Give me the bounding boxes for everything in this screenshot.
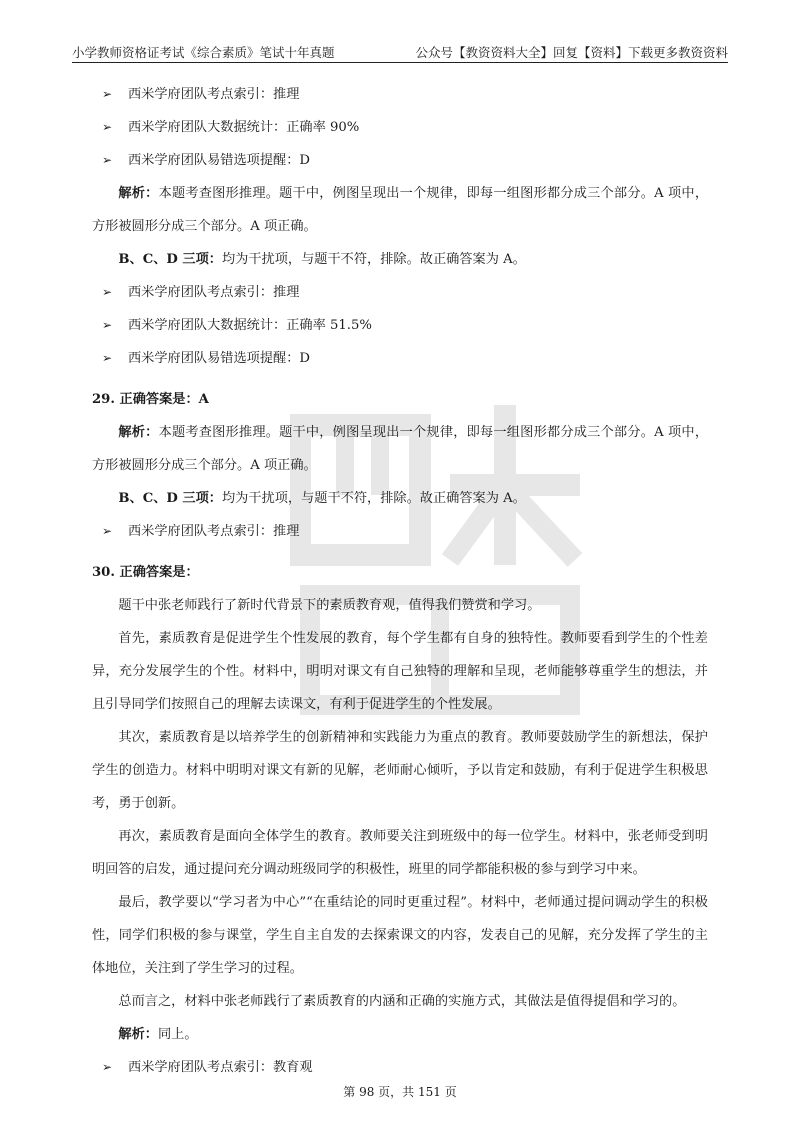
list-item [92,309,708,342]
bcd-text: 均为干扰项，与题干不符，排除。故正确答案为 A。 [222,252,526,267]
answer-paragraph: 首先，素质教育是促进学生个性发展的教育，每个学生都有自身的独特性。教师要看到学生的个性差异，充分发展学生的个性。材料中，明明对课文有自己独特的理解和呈现，老师能够尊重学生的想法，并且引导同学们按照自己的理解去读课文，有利于促进学生的个性发展。 [92,631,708,712]
arrow-bullet-icon: ➢ [102,87,113,101]
bullet-text: 西米学府团队易错选项提醒：D [128,351,311,366]
arrow-bullet-icon: ➢ [102,1060,113,1074]
bullet-text: 西米学府团队大数据统计：正确率 51.5% [128,318,372,333]
list-item [92,515,708,548]
bullet-text: 西米学府团队考点索引：教育观 [128,1060,313,1075]
list-item [92,144,708,177]
bullet-text: 西米学府团队大数据统计：正确率 90% [128,120,360,135]
analysis-paragraph [92,177,708,243]
bullet-text: 西米学府团队易错选项提醒：D [128,153,311,168]
arrow-bullet-icon: ➢ [102,351,113,365]
header-left-title: 小学教师资格证考试《综合素质》笔试十年真题 [72,45,335,60]
question-29-heading: 29. 正确答案是：A [92,392,209,407]
arrow-bullet-icon: ➢ [102,285,113,299]
bcd-paragraph [92,482,708,515]
arrow-bullet-icon: ➢ [102,524,113,538]
header-right-note: 公众号【教资资料大全】回复【资料】下载更多教资资料 [415,45,728,60]
bcd-text: 均为干扰项，与题干不符，排除。故正确答案为 A。 [222,491,526,506]
question-30-heading: 30. 正确答案是： [92,565,199,580]
analysis-text: 同上。 [157,1027,198,1042]
answer-paragraph: 最后，教学要以“学习者为中心”“在重结论的同时更重过程”。材料中，老师通过提问调动学生的积极性，同学们积极的参与课堂，学生自主自发的去探索课文的内容，发表自己的见解，充分发挥了学生的主体地位，关注到了学生学习的过程。 [92,895,708,976]
analysis-text: 本题考查图形推理。题干中，例图呈现出一个规律，即每一组图形都分成三个部分。A 项中，方形被圆形分成三个部分。A 项正确。 [92,186,709,234]
list-item [92,342,708,375]
bullet-text: 西米学府团队考点索引：推理 [128,285,300,300]
bullet-text: 西米学府团队考点索引：推理 [128,524,300,539]
analysis-label: 解析： [118,186,159,201]
answer-paragraph: 再次，素质教育是面向全体学生的教育。教师要关注到班级中的每一位学生。材料中，张老师受到明明回答的启发，通过提问充分调动班级同学的积极性，班里的同学都能积极的参与到学习中来。 [92,829,708,877]
bcd-label: B、C、D 三项： [118,252,222,267]
analysis-text: 本题考查图形推理。题干中，例图呈现出一个规律，即每一组图形都分成三个部分。A 项中，方形被圆形分成三个部分。A 项正确。 [92,425,709,473]
analysis-paragraph [92,1018,708,1051]
list-item [92,276,708,309]
list-item [92,78,708,111]
page-number: 第 98 页，共 151 页 [343,1085,457,1099]
page-content [92,78,708,1084]
answer-paragraph: 总而言之，材料中张老师践行了素质教育的内涵和正确的实施方式，其做法是值得提倡和学习的。 [118,994,686,1009]
bcd-label: B、C、D 三项： [118,491,222,506]
list-item [92,1051,708,1084]
analysis-label: 解析： [118,1027,158,1042]
arrow-bullet-icon: ➢ [102,153,113,167]
answer-paragraph: 其次，素质教育是以培养学生的创新精神和实践能力为重点的教育。教师要鼓励学生的新想法，保护学生的创造力。材料中明明对课文有新的见解，老师耐心倾听，予以肯定和鼓励，有利于促进学生积极思考，勇于创新。 [92,730,708,811]
page-header [72,40,728,63]
list-item [92,111,708,144]
bcd-paragraph [92,243,708,276]
analysis-label: 解析： [118,425,159,440]
analysis-paragraph [92,416,708,482]
arrow-bullet-icon: ➢ [102,318,113,332]
arrow-bullet-icon: ➢ [102,120,113,134]
bullet-text: 西米学府团队考点索引：推理 [128,87,300,102]
answer-paragraph: 题干中张老师践行了新时代背景下的素质教育观，值得我们赞赏和学习。 [118,598,541,613]
